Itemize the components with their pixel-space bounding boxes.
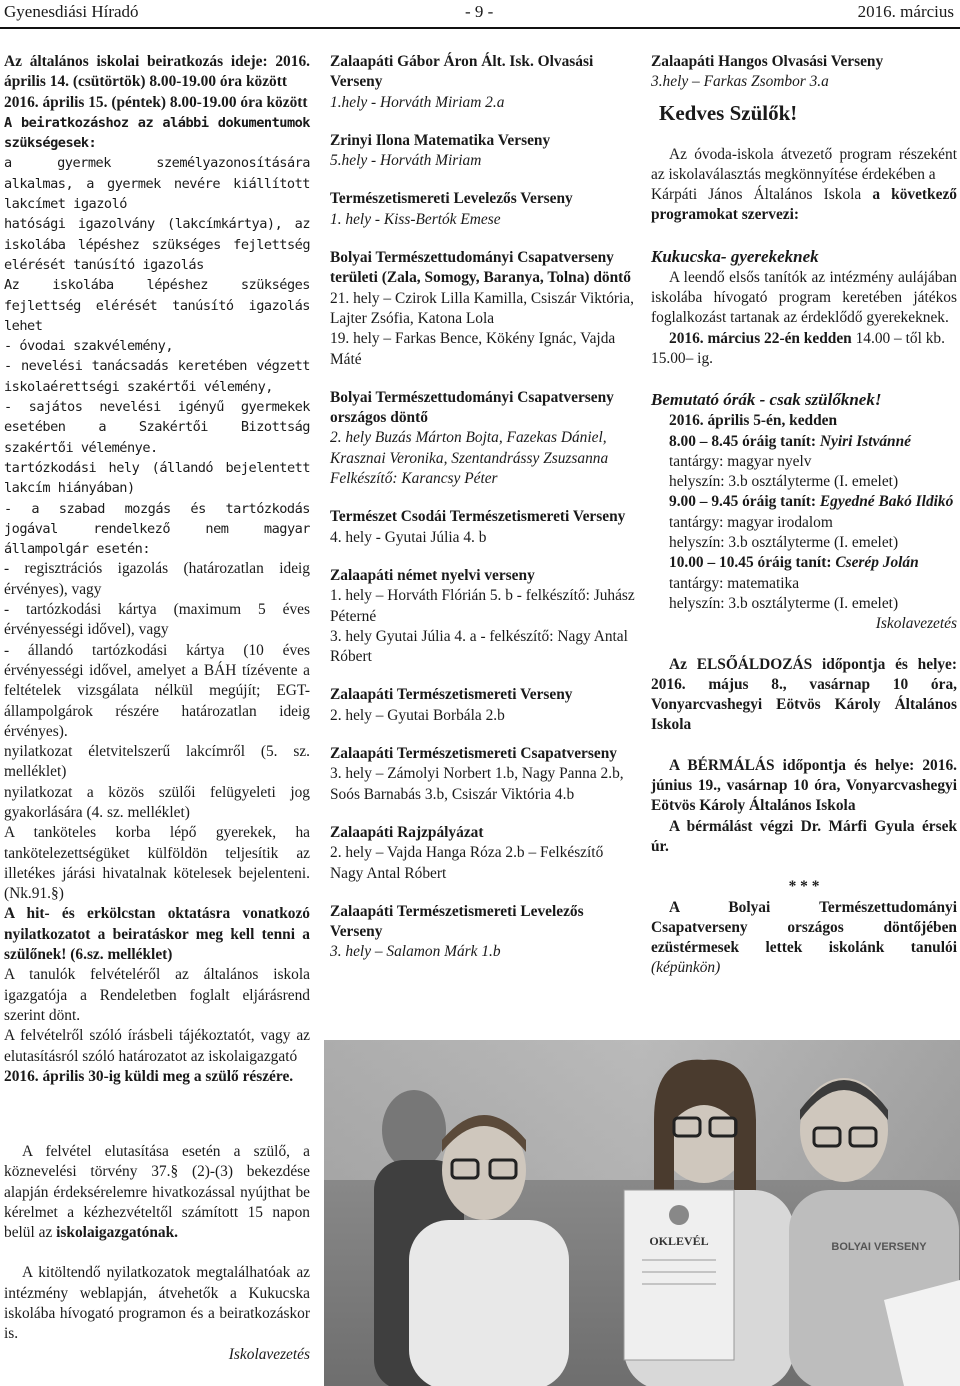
enroll-date-1: Az általános iskolai beiratkozás ideje: 2016. április 14. (csütörtök) 8.00-19.00 óra között [4, 53, 310, 91]
docs-line: hatósági igazolvány (lakcímkártya), az iskolába lépéshez szükséges fejlettség elérését tanúsító igazolás [4, 216, 310, 273]
competition-title: Zrinyi Ilona Matematika Verseny [330, 131, 551, 149]
lesson: 8.00 – 8.45 óráig tanít: Nyiri Istvánné tantárgy: magyar nyelv helyszín: 3.b osztályterme (I. emelet) [669, 432, 911, 491]
docs-line: - nevelési tanácsadás keretében végzett iskolaérettségi szakértői vélemény, [4, 358, 310, 395]
competition-result: 4. hely - Gyutai Júlia 4. b [330, 528, 487, 546]
first-communion: Az ELSŐÁLDOZÁS időpontja és helye: 2016. május 8., vasárnap 10 óra, Vonyarcvashegyi Eötvös Károly Általános Iskola [651, 655, 957, 734]
kukucska-date: 2016. március 22-én kedden 14.00 – től kb. 15.00– ig. [651, 329, 945, 367]
publication-title: Gyenesdiási Híradó [4, 2, 139, 21]
confirmation: A BÉRMÁLÁS időpontja és helye: 2016. június 19., vasárnap 10 óra, Vonyarcvashegyi Eötvös Károly Általános Iskola [651, 756, 957, 815]
certificate-label: OKLEVÉL [649, 1234, 709, 1248]
students-photo [324, 1040, 960, 1386]
docs-line: - óvodai szakvélemény, [4, 338, 174, 355]
docs-line: A felvételről szóló írásbeli tájékoztatót, vagy az elutasításról szóló határozatot az iskolaigazgató [4, 1027, 310, 1065]
lesson: 10.00 – 10.45 óráig tanít: Cserép Jolán tantárgy: matematika helyszín: 3.b osztályterme (I. emelet) [669, 554, 919, 612]
enroll-date-2: 2016. április 15. (péntek) 8.00-19.00 óra között [4, 93, 308, 111]
competition [330, 52, 636, 113]
issue-date: 2016. március [857, 2, 954, 21]
competition-result: 2. hely – Vajda Hanga Róza 2.b – Felkészítő Nagy Antal Róbert [330, 844, 604, 882]
program-intro: Az óvoda-iskola átvezető program részeként az iskolaválasztás megkönnyítése érdekében a Kárpáti János Általános Iskola a következő programokat szervezi: [651, 145, 957, 224]
competition [330, 823, 636, 884]
competition-title: Természetismereti Levelezős Verseny [330, 190, 573, 208]
competition-result: 5.hely - Horváth Miriam [330, 152, 482, 170]
docs-line: - állandó tartózkodási kártya (10 éves érvényességi idővel, amelyet a BÁH tízévente a feltételek vizsgálata nélkül megújít; EGT-állampolgárok részére határozatlan ideig érvényes). [4, 641, 310, 740]
competition [330, 902, 636, 963]
docs-line: A tanulók felvételéről az általános iskola igazgatója a Rendeletben foglalt eljárásrend szerint dönt. [4, 966, 310, 1024]
docs-line: nyilatkozat a közös szülői felügyeleti jog gyakorlására (4. sz. melléklet) [4, 783, 310, 821]
signature: Iskolavezetés [228, 1345, 310, 1363]
kukucska-title: Kukucska- gyerekeknek [651, 246, 819, 266]
lesson: 9.00 – 9.45 óráig tanít: Egyedné Bakó Ildikó tantárgy: magyar irodalom helyszín: 3.b osztályterme (I. emelet) [669, 493, 954, 552]
docs-line: nyilatkozat életvitelszerű lakcímről (5. sz. melléklet) [4, 743, 310, 781]
competition-title: Zalaapáti Rajzpályázat [330, 823, 484, 841]
competition-result: 3. hely – Zámolyi Norbert 1.b, Nagy Panna 2.b, Soós Barnabás 3.b, Csiszár Viktória 4.b [330, 765, 624, 803]
competition [330, 744, 636, 805]
competition-result: 1.hely - Horváth Miriam 2.a [330, 93, 505, 111]
demo-lessons-date: 2016. április 5-én, kedden [669, 412, 838, 430]
kukucska-body: A leendő elsős tanítók az intézmény aulájában iskolába hívogató program keretében játékos foglalkozást tartanak az érdeklődő gyerekeknek. [651, 268, 957, 327]
competition-title: Zalaapáti Hangos Olvasási Verseny [651, 53, 884, 70]
competition-title: Zalaapáti német nyelvi verseny [330, 566, 535, 584]
competition-result: 2. hely – Gyutai Borbála 2.b [330, 706, 505, 724]
competition-title: Bolyai Természettudományi Csapatverseny országos döntő [330, 388, 614, 427]
docs-line: 2016. április 30-ig küldi meg a szülő részére. [4, 1067, 294, 1085]
competition [330, 507, 636, 548]
confirmation-officiant: A bérmálást végzi Dr. Márfi Gyula érsek úr. [651, 817, 957, 855]
docs-line: a gyermek személyazonosítására alkalmas, a gyermek nevére kiállított lakcímet igazoló [4, 155, 310, 213]
shirt-print: BOLYAI VERSENY [831, 1241, 927, 1253]
docs-line: A tanköteles korba lépő gyerekek, ha tankötelezettségüket külföldön teljesítik az illetékes járási hivatalnak kötelesek bejelenteni. (Nk.91.§) [4, 824, 310, 903]
forms-paragraph: A kitöltendő nyilatkozatok megtalálhatóak az intézmény weblapján, átvehetők a Kukucska iskolába hívogató programon és a beiratkozáskor is. [4, 1264, 310, 1343]
competition-title: Zalaapáti Természetismereti Csapatverseny [330, 745, 617, 763]
docs-heading: A beiratkozáshoz az alábbi dokumentumok szükségesek: [4, 114, 310, 152]
competition-result: 3.hely – Farkas Zsombor 3.a [651, 73, 829, 91]
signature: Iskolavezetés [875, 615, 957, 633]
competition [330, 388, 636, 489]
competition-title: Természet Csodái Természetismereti Verseny [330, 508, 626, 526]
page-header [0, 0, 960, 28]
competition-title: Zalaapáti Természetismereti Verseny [330, 686, 573, 704]
competition-result: 1. hely - Kiss-Bertók Emese [330, 210, 501, 228]
page-number: - 9 - [465, 2, 494, 21]
competition [330, 189, 636, 230]
appeal-paragraph: A felvétel elutasítása esetén a szülő, a köznevelési törvény 37.§ (2)-(3) bekezdése alapján érdeksérelemre hivatkozással nyújthat be kérelmet a kézhezvételtől számított 15 napon belül az iskolaigazgatónak. [4, 1143, 310, 1242]
docs-line: A hit- és erkölcstan oktatásra vonatkozó nyilatkozatot a beiratáskor meg kell tenni a szülőnek! (6.sz. melléklet) [4, 905, 310, 964]
docs-line: tartózkodási hely (állandó bejelentett lakcím hiányában) [4, 459, 310, 497]
competition [330, 685, 636, 726]
docs-line: Az iskolába lépéshez szükséges fejlettség elérését tanúsító igazolás lehet [4, 277, 310, 334]
demo-lessons-title: Bemutató órák - csak szülőknek! [651, 390, 882, 410]
column-enrollment-lower [4, 1142, 310, 1365]
docs-line: - a szabad mozgás és tartózkodás jogával rendelkező nem magyar állampolgár esetén: [4, 500, 310, 558]
column-enrollment [4, 52, 310, 1087]
competition-result: 3. hely – Salamon Márk 1.b [330, 943, 501, 961]
competition-result: 21. hely – Czirok Lilla Kamilla, Csiszár Viktória, Lajter Zsófia, Katona Lola 19. hely – Farkas Bence, Kökény Ignác, Vajda Máté [330, 289, 634, 368]
competition-title: Bolyai Természettudományi Csapatverseny területi (Zala, Somogy, Baranya, Tolna) döntő [330, 249, 632, 287]
competition [330, 248, 636, 370]
dear-parents-heading: Kedves Szülők! [659, 100, 798, 125]
section-divider: * * * [788, 878, 820, 896]
docs-line: - tartózkodási kártya (maximum 5 éves érvényességi idővel), vagy [4, 601, 310, 639]
docs-line: - regisztrációs igazolás (határozatlan ideig érvényes), vagy [4, 560, 310, 598]
competition-title: Zalaapáti Természetismereti Levelezős Verseny [330, 902, 584, 941]
competition [330, 566, 636, 667]
docs-line: - sajátos nevelési igényű gyermekek esetében a Szakértői Bizottság szakértői véleménye. [4, 399, 310, 456]
column-competitions [330, 52, 636, 963]
competition-result: 1. hely – Horváth Flórián 5. b - felkészítő: Juhász Péterné 3. hely Gyutai Júlia 4. a - felkészítő: Nagy Antal Róbert [330, 587, 635, 666]
competition-result: 2. hely Buzás Márton Bojta, Fazekas Dániel, Krasznai Veronika, Szentandrássy Zsuzsanna Felkészítő: Karancsy Péter [330, 429, 609, 488]
column-programs [651, 52, 957, 979]
header-rule [0, 27, 960, 29]
photo-illustration [324, 1040, 960, 1386]
competition-title: Zalaapáti Gábor Áron Ált. Isk. Olvasási Verseny [330, 53, 594, 91]
competition [330, 131, 636, 172]
bolyai-caption: A Bolyai Természettudományi Csapatverseny országos döntőjében ezüstérmesek lettek iskolánk tanulói (képünkön) [651, 898, 957, 977]
